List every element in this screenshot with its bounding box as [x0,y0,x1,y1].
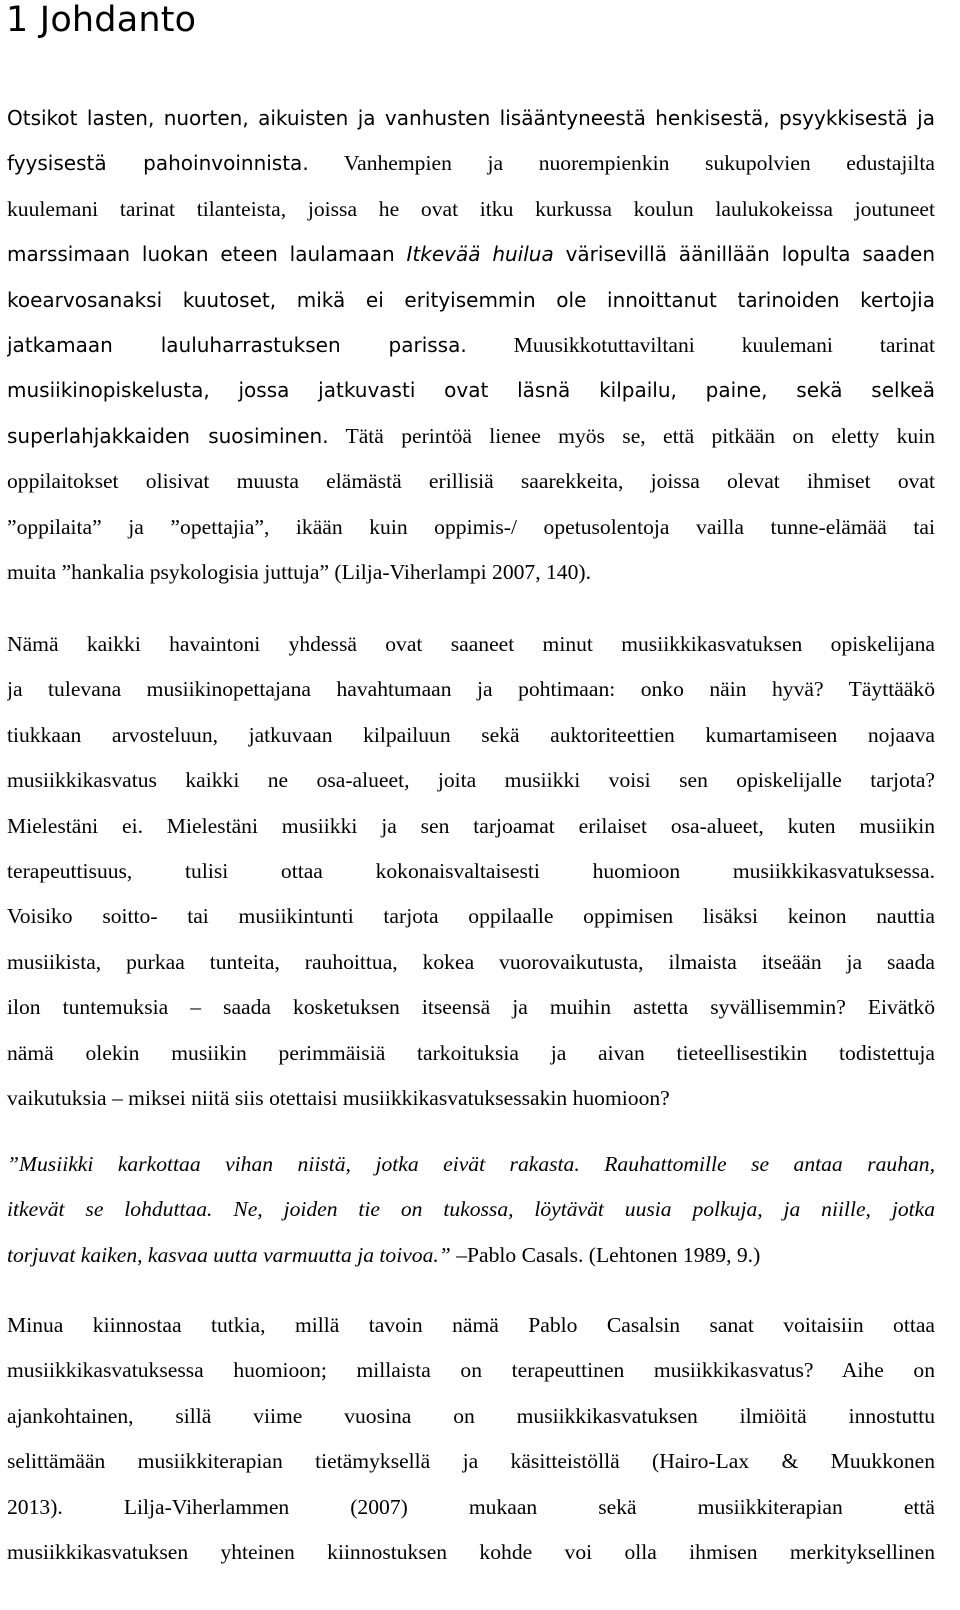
text-line [7,368,935,413]
text-segment: –Pablo Casals. (Lehtonen 1989, 9.) [450,1242,761,1267]
text-line [7,1076,935,1121]
text-line [7,1187,935,1232]
text-segment: ”oppilaita” ja ”opettajia”, ikään kuin oppimis-/ opetusolentoja vailla tunne-elämää tai [7,514,935,539]
text-line [7,141,935,186]
text-segment: kuulemani tarinat tilanteista, joissa he ovat itku kurkussa koulun laulukokeissa joutuneet [7,196,935,221]
text-segment: terapeuttisuus, tulisi ottaa kokonaisvaltaisesti huomioon musiikkikasvatuksessa. [7,858,935,883]
text-line [7,1394,935,1439]
text-line [7,713,935,758]
text-segment: koearvosanaksi kuutoset, mikä ei erityisemmin ole innoittanut tarinoiden kertojia [7,287,935,312]
text-line [7,1303,935,1348]
text-segment: Nämä kaikki havaintoni yhdessä ovat saaneet minut musiikkikasvatuksen opiskelijana [7,632,935,656]
text-line [7,1485,935,1530]
text-line [7,414,935,459]
text-segment: Minua kiinnostaa tutkia, millä tavoin nämä Pablo Casalsin sanat voitaisiin ottaa [7,1313,935,1337]
text-segment: vaikutuksia – miksei niitä siis otettaisi musiikkikasvatuksessakin huomioon? [7,1085,670,1110]
text-line [7,1233,935,1278]
text-segment: musiikinopiskelusta, jossa jatkuvasti ovat läsnä kilpailu, paine, sekä selkeä [7,378,935,403]
text-segment: jatkamaan lauluharrastuksen parissa. [7,332,467,357]
text-segment: superlahjakkaiden suosiminen. [7,423,329,448]
text-line [7,667,935,712]
text-segment: 2013). Lilja-Viherlammen (2007) mukaan sekä musiikkiterapian että [7,1494,935,1519]
text-segment: värisevillä äänillään lopulta saaden [553,242,935,267]
paragraph-observations [7,622,935,1121]
text-line [7,459,935,504]
text-line [7,985,935,1030]
text-segment: ja tulevana musiikinopettajana havahtumaan ja pohtimaan: onko näin hyvä? Täyttääkö [7,677,935,702]
paragraph-quote [7,1142,935,1278]
text-line [7,622,935,667]
italic-text: torjuvat kaiken, kasvaa uutta varmuutta ja toivoa.” [7,1242,451,1267]
text-segment: musiikkikasvatus kaikki ne osa-alueet, joita musiikki voisi sen opiskelijalle tarjota? [7,768,935,793]
text-segment: Voisiko soitto- tai musiikintunti tarjota oppilaalle oppimisen lisäksi keinon nauttia [7,904,935,929]
text-segment: musiikkikasvatuksessa huomioon; millaista on terapeuttinen musiikkikasvatus? Aihe on [7,1358,935,1383]
text-line [7,1031,935,1076]
text-segment: Muusikkotuttaviltani kuulemani tarinat [466,332,935,357]
text-line [7,1142,935,1187]
text-segment: muita ”hankalia psykologisia juttuja” (Lilja-Viherlampi 2007, 140). [7,559,591,584]
text-segment: ajankohtainen, sillä viime vuosina on musiikkikasvatuksen ilmiöitä innostuttu [7,1403,935,1428]
text-segment: selittämään musiikkiterapian tietämyksellä ja käsitteistöllä (Hairo-Lax & Muukkonen [7,1449,935,1474]
text-line [7,1530,935,1575]
italic-text: itkevät se lohduttaa. Ne, joiden tie on tukossa, löytävät uusia polkuja, ja niille, jotka [7,1197,935,1222]
italic-text: ”Musiikki karkottaa vihan niistä, jotka eivät rakasta. Rauhattomille se antaa rauhan, [7,1152,935,1176]
text-line [7,940,935,985]
text-segment: oppilaitokset olisivat muusta elämästä erillisiä saarekkeita, joissa olevat ihmiset ovat [7,469,935,494]
chapter-title: 1 Johdanto [6,0,197,40]
text-segment: fyysisestä pahoinvoinnista. [7,151,309,176]
text-line [7,1348,935,1393]
text-line [7,849,935,894]
text-segment: musiikkikasvatuksen yhteinen kiinnostuksen kohde voi olla ihmisen merkityksellinen [7,1539,935,1564]
text-line [7,323,935,368]
text-line [7,894,935,939]
paragraph-intro [7,96,935,595]
text-line [7,278,935,323]
text-line [7,96,935,141]
text-segment: Mielestäni ei. Mielestäni musiikki ja sen tarjoamat erilaiset osa-alueet, kuten musiikin [7,813,935,838]
text-line [7,232,935,277]
text-line [7,758,935,803]
text-line [7,804,935,849]
text-segment: musiikista, purkaa tunteita, rauhoittua, kokea vuorovaikutusta, ilmaista itseään ja saada [7,949,935,974]
text-segment: tiukkaan arvosteluun, jatkuvaan kilpailuun sekä auktoriteettien kumartamiseen nojaava [7,722,935,747]
text-segment: marssimaan luokan eteen laulamaan [7,242,407,267]
text-line [7,187,935,232]
text-line [7,550,935,595]
text-segment: Otsikot lasten, nuorten, aikuisten ja vanhusten lisääntyneestä henkisestä, psyykkisestä ja [7,106,935,130]
text-line [7,505,935,550]
text-segment: Vanhempien ja nuorempienkin sukupolvien edustajilta [308,151,935,176]
text-segment: ilon tuntemuksia – saada kosketuksen itseensä ja muihin astetta syvällisemmin? Eivätkö [7,995,935,1020]
text-segment: Tätä perintöä lienee myös se, että pitkään on eletty kuin [328,423,935,448]
paragraph-research-interest [7,1303,935,1575]
text-line [7,1439,935,1484]
italic-text: Itkevää huilua [406,242,554,267]
text-segment: nämä olekin musiikin perimmäisiä tarkoituksia ja aivan tieteellisestikin todistettuja [7,1040,935,1065]
